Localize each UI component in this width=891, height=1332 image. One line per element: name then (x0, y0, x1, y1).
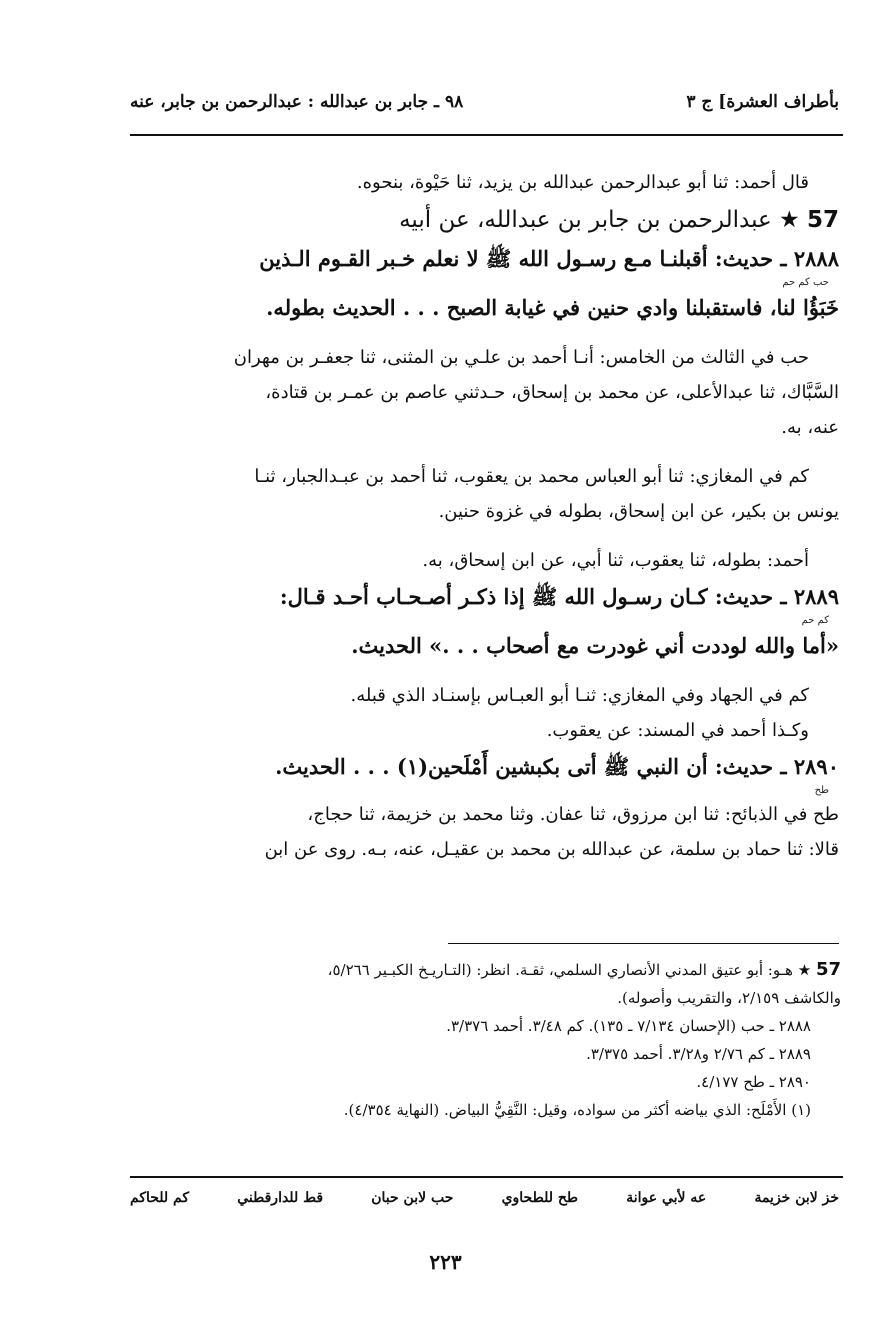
intro-line: قال أحمد: ثنا أبو عبدالرحمن عبدالله بن يزيد، ثنا حَيْوة، بنحوه. (356, 172, 809, 193)
legend-item: طح للطحاوي (501, 1190, 579, 1206)
page-number: ٢٢٣ (429, 1250, 462, 1274)
spacer (130, 529, 839, 543)
footnote-ref-2889: ٢٨٨٩ ـ كم ٢/٧٦ و٣/٢٨. أحمد ٣/٣٧٥. (586, 1045, 811, 1063)
hadith-2890-line1: ٢٨٩٠ ـ حديث: أن النبي ﷺ أتى بكبشين أَمْلَحين(١) . . . الحديث. (275, 754, 839, 779)
hadith-2889-sources: كم حم (801, 615, 829, 626)
para-2888-1-l2: السَّبَّاك، ثنا عبدالأعلى، عن محمد بن إسحاق، حـدثني عاصم بن عمـر بن قتادة، (265, 382, 839, 403)
footnote-57-text: هـو: أبو عتيق المدني الأنصاري السلمي، ثقـة. انظر: (التـاريـخ الكبـير ٥/٢٦٦، (327, 961, 793, 979)
hadith-2889-line2: «أما والله لوددت أني غودرت مع أصحاب . . .» الحديث. (351, 633, 839, 658)
hadith-2888-sources: حب كم حم (782, 277, 829, 288)
spacer (130, 445, 839, 459)
star-icon: ★ (797, 961, 812, 979)
legend-item: كم للحاكم (130, 1190, 190, 1206)
footnote-1: (١) الأَمْلَح: الذي بياضه أكثر من سواده، وقيل: النَّقِيُّ البياض. (النهاية ٤/٣٥٤). (343, 1101, 811, 1119)
header-rule (130, 134, 843, 136)
legend-rule (130, 1176, 843, 1178)
hadith-2888-line2: خَبَؤُا لنا، فاستقبلنا وادي حنين في غيابة الصبح . . . الحديث بطوله. (266, 295, 839, 320)
spacer (130, 664, 839, 678)
hadith-2889-line1: ٢٨٨٩ ـ حديث: كـان رسـول الله ﷺ إذا ذكـر أصـحـاب أحـد قـال: (279, 584, 839, 609)
legend-item: قط للدارقطني (237, 1190, 324, 1206)
para-2888-2-l1: كم في المغازي: ثنا أبو العباس محمد بن يعقوب، ثنا أحمد بن عبـدالجبار، ثنـا (254, 466, 809, 487)
para-2888-3: أحمد: بطوله، ثنا يعقوب، ثنا أبي، عن ابن إسحاق، به. (422, 550, 809, 571)
footnote-57-line1 (130, 956, 841, 984)
para-2888-1-l1: حب في الثالث من الخامس: أنـا أحمد بن علـي بن المثنى، ثنا جعفـر بن مهران (233, 347, 809, 368)
header-book-title: بأطراف العشرة] ج ٣ (686, 92, 839, 112)
spacer (130, 326, 839, 340)
footnote-ref-2890: ٢٨٩٠ ـ طح ٤/١٧٧. (696, 1073, 811, 1091)
para-2890-l2: قالا: ثنا حماد بن سلمة، عن عبدالله بن محمد بن عقيـل، عنه، بـه. روى عن ابن (264, 839, 839, 860)
footnote-rule (448, 943, 839, 944)
star-icon: ★ (779, 207, 800, 233)
abbreviation-legend (130, 1190, 839, 1206)
footnotes (130, 956, 841, 1124)
narrator-number: 57 (806, 207, 839, 233)
legend-item: خز لابن خزيمة (754, 1190, 839, 1206)
para-2888-2-l2: يونس بن بكير، عن ابن إسحاق، بطوله في غزوة حنين. (438, 501, 839, 522)
para-2888-1-l3: عنه، به. (781, 417, 839, 438)
main-text (130, 165, 839, 867)
narrator-heading (130, 200, 839, 240)
hadith-2890-sources: طح (814, 785, 829, 796)
footnote-57-line2: والكاشف ٢/١٥٩، والتقريب وأصوله). (617, 989, 841, 1007)
narrator-name: عبدالرحمن بن جابر بن عبدالله، عن أبيه (399, 207, 772, 233)
running-header (130, 82, 839, 122)
header-chapter-title: ٩٨ ـ جابر بن عبدالله : عبدالرحمن بن جابر، عنه (130, 92, 464, 112)
hadith-2888-line1: ٢٨٨٨ ـ حديث: أقبلنـا مـع رسـول الله ﷺ لا نعلم خـبر القـوم الـذين (259, 246, 839, 271)
para-2889-2: وكـذا أحمد في المسند: عن يعقوب. (546, 720, 809, 741)
footnote-57-number: 57 (815, 959, 841, 980)
footnote-ref-2888: ٢٨٨٨ ـ حب (الإحسان ٧/١٣٤ ـ ١٣٥). كم ٣/٤٨. أحمد ٣/٣٧٦. (446, 1017, 811, 1035)
legend-item: حب لابن حبان (371, 1190, 454, 1206)
legend-item: عه لأبي عوانة (626, 1190, 707, 1206)
para-2889-1: كم في الجهاد وفي المغازي: ثنـا أبو العبـاس بإسنـاد الذي قبله. (350, 685, 809, 706)
para-2890-l1: طح في الذبائح: ثنا ابن مرزوق، ثنا عفان. وثنا محمد بن خزيمة، ثنا حجاج، (307, 804, 839, 825)
